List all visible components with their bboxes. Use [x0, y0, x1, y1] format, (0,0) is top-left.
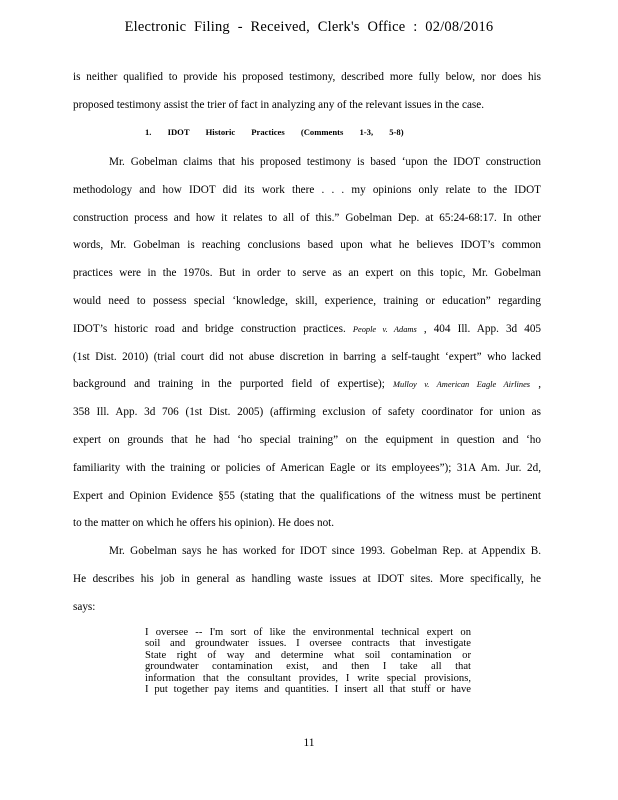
- text-line: He describes his job in general as handling waste issues at IDOT sites. More specifically, he: [73, 572, 541, 585]
- text-line: construction process and how it relates to all of this.” Gobelman Dep. at 65:24-68:17. In other: [73, 211, 541, 224]
- quote-line: I oversee -- I'm sort of like the environmental technical expert on: [145, 627, 471, 638]
- text-line: practices were in the 1970s. But in order to serve as an expert on this topic, Mr. Gobelman: [73, 267, 541, 280]
- text-line-with-citation: [73, 371, 541, 399]
- quote-line: I put together pay items and quantities. I insert all that stuff or have: [145, 683, 471, 695]
- text-line: Expert and Opinion Evidence §55 (stating that the qualifications of the witness must be pertinent: [73, 489, 541, 502]
- quote-line: State right of way and determine what soil contamination or: [145, 649, 471, 661]
- text-segment: background and training in the purported field of expertise);: [73, 378, 385, 391]
- text-segment: IDOT’s historic road and bridge construction practices.: [73, 322, 346, 335]
- quote-line: groundwater contamination exist, and then I take all that: [145, 661, 471, 673]
- quote-line: soil and groundwater issues. I oversee contracts that investigate: [145, 638, 471, 650]
- text-line: methodology and how IDOT did its work there . . . my opinions only relate to the IDOT: [73, 183, 541, 196]
- case-citation: Mulloy v. American Eagle Airlines: [393, 380, 531, 390]
- page-number: 11: [303, 737, 315, 749]
- quote-line: information that the consultant provides, I write special provisions,: [145, 672, 471, 684]
- section-title: IDOT Historic Practices (Comments 1-3, 5-8): [167, 127, 404, 137]
- text-line: Mr. Gobelman claims that his proposed testimony is based ‘upon the IDOT construction: [109, 156, 541, 168]
- case-citation: People v. Adams: [352, 324, 417, 334]
- paragraph-qualifications: [73, 149, 541, 538]
- text-line: 358 Ill. App. 3d 706 (1st Dist. 2005) (affirming exclusion of safety coordinator for union as: [73, 406, 541, 419]
- text-line: is neither qualified to provide his proposed testimony, described more fully below, nor does his: [73, 71, 541, 83]
- block-quote: [145, 627, 471, 695]
- text-segment: ,: [538, 378, 541, 391]
- text-line: says:: [73, 600, 96, 613]
- text-line: Mr. Gobelman says he has worked for IDOT since 1993. Gobelman Rep. at Appendix B.: [109, 545, 541, 557]
- text-line: (1st Dist. 2010) (trial court did not abuse discretion in barring a self-taught ‘expert” who lacked: [73, 350, 541, 363]
- text-line: to the matter on which he offers his opinion). He does not.: [73, 517, 335, 530]
- text-line: words, Mr. Gobelman is reaching conclusions based upon what he believes IDOT’s common: [73, 239, 541, 252]
- section-number: 1.: [145, 127, 152, 137]
- text-line: expert on grounds that he had ‘ho special training” on the equipment in question and ‘ho: [73, 433, 541, 446]
- filing-header: Electronic Filing - Received, Clerk's Office : 02/08/2016: [124, 19, 494, 35]
- text-line: proposed testimony assist the trier of fact in analyzing any of the relevant issues in the case.: [73, 98, 485, 111]
- text-line-with-citation: [73, 316, 541, 344]
- text-line: familiarity with the training or policies of American Eagle or its employees”); 31A Am. Jur. 2d,: [73, 461, 541, 474]
- paragraph-experience: [73, 538, 541, 621]
- paragraph-intro: [73, 64, 541, 120]
- text-line: would need to possess special ‘knowledge, skill, experience, training or education” regarding: [73, 294, 541, 307]
- section-heading: [145, 127, 404, 137]
- text-segment: , 404 Ill. App. 3d 405: [423, 322, 542, 335]
